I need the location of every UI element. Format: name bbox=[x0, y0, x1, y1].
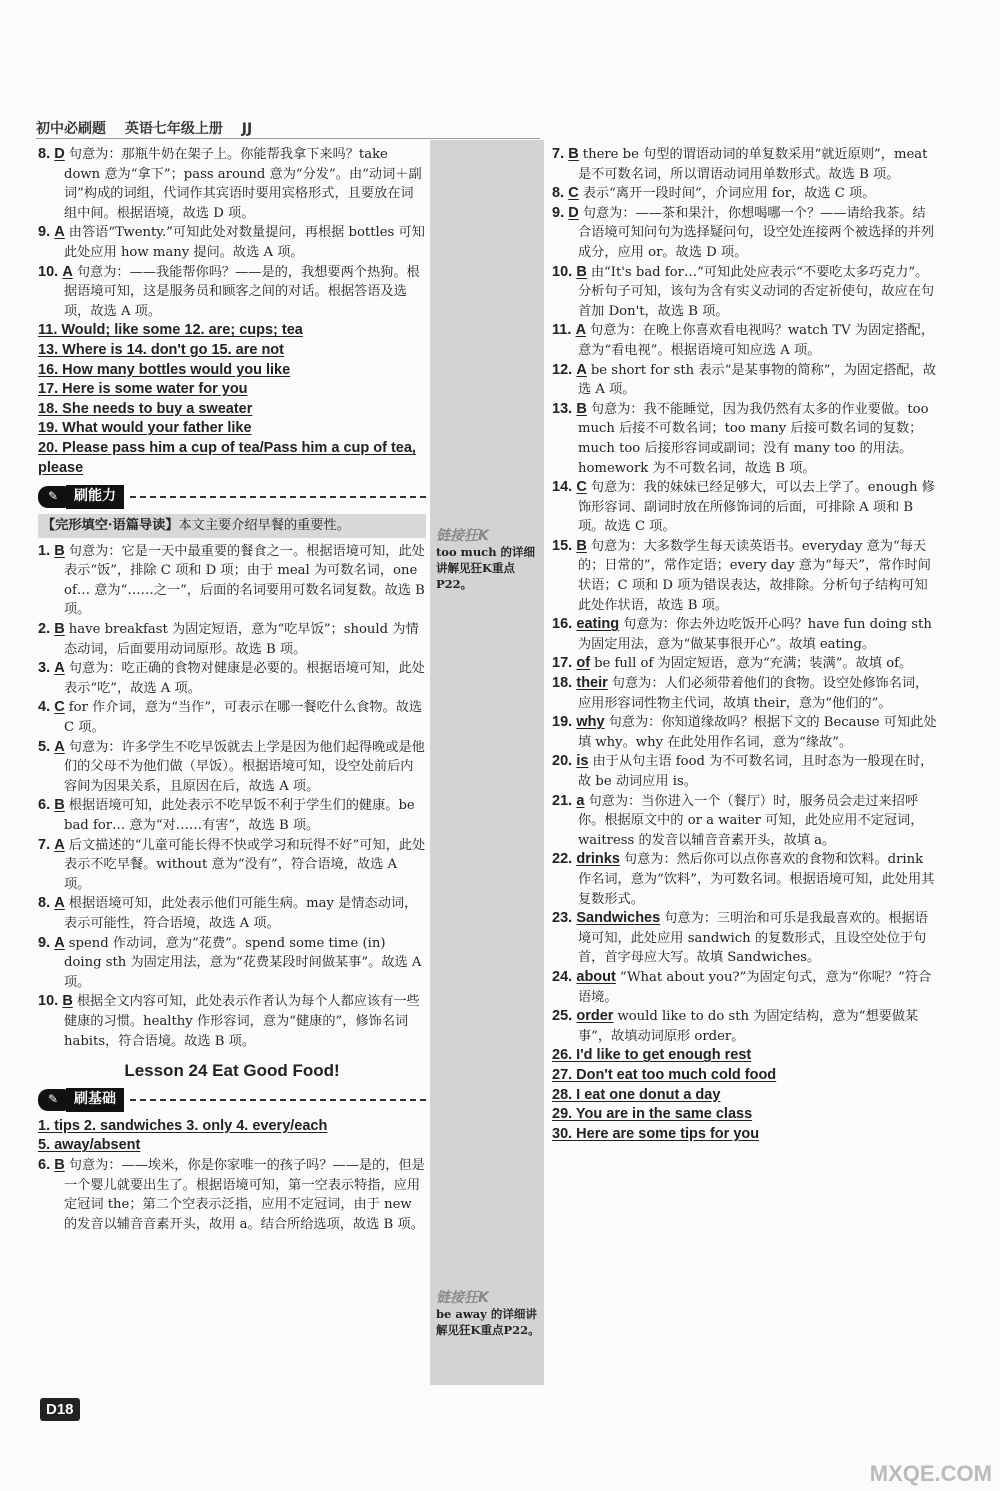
item-number: 8. bbox=[552, 185, 565, 202]
answer-key: B bbox=[54, 621, 65, 638]
item-number: 9. bbox=[38, 934, 51, 951]
item-number: 17. bbox=[552, 655, 573, 672]
answer-key: about bbox=[576, 968, 616, 985]
item-number: 1. bbox=[38, 542, 51, 559]
item-number: 7. bbox=[552, 146, 565, 162]
answer-key: A bbox=[54, 934, 65, 951]
explanation: 句意为：人们必须带着他们的食物。设空处修饰名词，应用形容词性物主代词，故填 their，意为“他们的”。 bbox=[578, 676, 929, 711]
answer-key: order bbox=[576, 1008, 614, 1025]
short-answer bbox=[38, 1136, 426, 1156]
lesson-title: Lesson 24 Eat Good Food! bbox=[124, 1061, 340, 1081]
answer-key: drinks bbox=[576, 851, 620, 868]
short-answer-list bbox=[38, 1117, 426, 1156]
passage-intro bbox=[38, 514, 426, 538]
answer-item bbox=[552, 145, 938, 184]
section-banner bbox=[38, 1087, 426, 1113]
side-note-label: 链接狂K bbox=[436, 1290, 489, 1306]
short-answer bbox=[38, 361, 426, 381]
answer-item bbox=[552, 713, 938, 752]
answer-key: B bbox=[576, 400, 587, 417]
answer-key: C bbox=[54, 699, 65, 716]
explanation: 句意为：吃正确的食物对健康是必要的。根据语境可知，此处表示“吃”，故选 A 项。 bbox=[64, 661, 425, 696]
item-number: 4. bbox=[38, 699, 51, 716]
short-answer bbox=[38, 439, 426, 478]
answer-key: D bbox=[568, 204, 579, 221]
item-number: 10. bbox=[552, 263, 573, 280]
short-answer-text: 20. Please pass him a cup of tea/Pass him a cup of tea, please bbox=[38, 439, 416, 476]
item-number: 11. bbox=[552, 322, 572, 339]
explanation: spend 作动词，意为“花费”。spend some time (in) doing sth 为固定用法，意为“花费某段时间做某事”。故选 A 项。 bbox=[64, 935, 422, 990]
answer-key: B bbox=[54, 1156, 65, 1173]
answer-key: A bbox=[54, 224, 65, 241]
right-column bbox=[552, 145, 938, 1144]
item-number: 3. bbox=[38, 660, 51, 677]
answer-item bbox=[552, 674, 938, 713]
short-answer-text: 30. Here are some tips for you bbox=[552, 1125, 760, 1142]
item-number: 6. bbox=[38, 797, 51, 814]
header-rule bbox=[36, 138, 540, 139]
answer-item bbox=[38, 542, 426, 620]
answer-item bbox=[552, 537, 938, 615]
short-answer-text: 13. Where is 14. don't go 15. are not bbox=[38, 341, 284, 358]
item-number: 23. bbox=[552, 910, 573, 927]
answer-list bbox=[38, 1156, 426, 1234]
item-number: 25. bbox=[552, 1008, 573, 1025]
watermark: MXQE.COM bbox=[869, 1461, 992, 1486]
explanation: 句意为：你去外边吃饭开心吗？have fun doing sth 为固定用法，意为“做某事很开心”。故填 eating。 bbox=[578, 617, 932, 652]
left-column bbox=[38, 145, 426, 1234]
answer-item bbox=[38, 934, 426, 993]
intro-tag: 【完形填空·语篇导读】 bbox=[42, 518, 179, 534]
explanation: 句意为：当你进入一个（餐厅）时，服务员会走过来招呼你。根据原文中的 or a waiter 可知，此处应用不定冠词，waitress 的发音以辅音音素开头，故填 a。 bbox=[578, 793, 924, 848]
explanation: 句意为：那瓶牛奶在架子上。你能帮我拿下来吗？take down 意为“拿下”；pass around 意为“分发”。由“动词＋副词”构成的词组，代词作其宾语时要用宾格形式，且要放在词组中间。根据语境，故选 D 项。 bbox=[64, 147, 422, 221]
explanation: 根据全文内容可知，此处表示作者认为每个人都应该有一些健康的习惯。healthy 作形容词，意为“健康的”，修饰名词 habits，符合语境。故选 B 项。 bbox=[64, 994, 420, 1049]
explanation: 句意为：——茶和果汁，你想喝哪一个？——请给我茶。结合语境可知问句为选择疑问句，设空处连接两个被选择的并列成分，应用 or。故选 D 项。 bbox=[578, 205, 935, 260]
item-number: 22. bbox=[552, 851, 573, 868]
answer-item bbox=[38, 738, 426, 797]
answer-key: B bbox=[576, 263, 587, 280]
item-number: 14. bbox=[552, 479, 573, 496]
short-answer-list bbox=[552, 1046, 938, 1144]
short-answer bbox=[38, 419, 426, 439]
answer-item bbox=[552, 361, 938, 400]
answer-item bbox=[38, 992, 426, 1051]
item-number: 21. bbox=[552, 792, 573, 809]
explanation: 句意为：——我能帮你吗？——是的，我想要两个热狗。根据语境可知，这是服务员和顾客之间的对话。根据答语及选项，故选 A 项。 bbox=[64, 264, 420, 319]
explanation: 句意为：它是一天中最重要的餐食之一。根据语境可知，此处表示“饭”，排除 C 项和 D 项；由于 meal 为可数名词，one of… 意为“……之一”，后面的名词要用可数名词复数。故选 B 项。 bbox=[64, 543, 425, 618]
item-number: 8. bbox=[38, 146, 51, 162]
answer-key: a bbox=[576, 792, 585, 809]
item-number: 10. bbox=[38, 993, 59, 1010]
section-title: 刷基础 bbox=[66, 1088, 124, 1112]
explanation: have breakfast 为固定短语，意为“吃早饭”；should 为情态动词，后面要用动词原形。故选 B 项。 bbox=[64, 622, 419, 657]
answer-item bbox=[552, 792, 938, 851]
edition: JJ bbox=[241, 121, 253, 137]
item-number: 9. bbox=[552, 204, 565, 221]
answer-key: A bbox=[54, 660, 65, 677]
answer-key: A bbox=[54, 836, 65, 853]
item-number: 5. bbox=[38, 738, 51, 755]
item-number: 8. bbox=[38, 895, 51, 912]
explanation: 句意为：在晚上你喜欢看电视吗？watch TV 为固定搭配，意为“看电视”。根据语境可知应选 A 项。 bbox=[578, 323, 935, 358]
short-answer bbox=[552, 1105, 938, 1125]
item-number: 19. bbox=[552, 714, 573, 731]
item-number: 7. bbox=[38, 836, 51, 853]
explanation: 句意为：——埃米，你是你家唯一的孩子吗？——是的，但是一个婴儿就要出生了。根据语境可知，第一空表示特指，应用定冠词 the；第二个空表示泛指，应用不定冠词，由于 new 的发音以辅音音素开头，故用 a。结合所给选项，故选 B 项。 bbox=[64, 1157, 425, 1232]
section-title: 刷能力 bbox=[66, 485, 124, 509]
answer-key: A bbox=[54, 738, 65, 755]
side-note bbox=[436, 1290, 544, 1338]
answer-item bbox=[552, 850, 938, 909]
answer-item bbox=[552, 654, 938, 674]
side-note-text: be away 的详细讲解见狂K重点P22。 bbox=[436, 1307, 540, 1337]
answer-item bbox=[552, 968, 938, 1007]
short-answer bbox=[38, 380, 426, 400]
answer-list bbox=[552, 145, 938, 1046]
subject-name: 英语七年级上册 bbox=[124, 121, 223, 137]
answer-item bbox=[552, 184, 938, 204]
answer-key: C bbox=[576, 479, 587, 496]
explanation: 句意为：我不能睡觉，因为我仍然有太多的作业要做。too much 后接不可数名词；too many 后接可数名词的复数；much too 后接形容词或副词；没有 many too 的用法。homework 为不可数名词，故选 B 项。 bbox=[578, 401, 929, 476]
item-number: 18. bbox=[552, 675, 573, 692]
explanation: there be 句型的谓语动词的单复数采用“就近原则”，meat 是不可数名词，所以谓语动词用单数形式。故选 B 项。 bbox=[578, 147, 928, 182]
item-number: 20. bbox=[552, 753, 573, 770]
section-banner bbox=[38, 484, 426, 510]
answer-item bbox=[552, 263, 938, 322]
answer-key: B bbox=[576, 537, 587, 554]
answer-key: A bbox=[54, 895, 65, 912]
answer-item bbox=[38, 659, 426, 698]
short-answer bbox=[552, 1066, 938, 1086]
item-number: 13. bbox=[552, 400, 573, 417]
explanation: 根据语境可知，此处表示不吃早饭不利于学生们的健康。be bad for… 意为“对……有害”，故选 B 项。 bbox=[64, 798, 415, 833]
answer-item bbox=[552, 400, 938, 478]
answer-item bbox=[38, 145, 426, 223]
cloze-answer-list bbox=[38, 542, 426, 1051]
short-answer-text: 11. Would; like some 12. are; cups; tea bbox=[38, 322, 303, 339]
short-answer-text: 19. What would your father like bbox=[38, 420, 252, 437]
answer-key: A bbox=[576, 361, 587, 378]
answer-key: their bbox=[576, 675, 608, 692]
answer-key: B bbox=[54, 797, 65, 814]
item-number: 12. bbox=[552, 361, 573, 378]
answer-key: B bbox=[54, 542, 65, 559]
answer-item bbox=[38, 620, 426, 659]
page-number: D18 bbox=[40, 1398, 80, 1421]
answer-item bbox=[38, 894, 426, 933]
short-answer bbox=[552, 1046, 938, 1066]
short-answer bbox=[38, 400, 426, 420]
pencil-icon: ✎ bbox=[38, 486, 68, 508]
answer-item bbox=[552, 1007, 938, 1046]
answer-key: B bbox=[568, 146, 579, 162]
explanation: 表示“离开一段时间”，介词应用 for，故选 C 项。 bbox=[582, 186, 876, 202]
explanation: 句意为：然后你可以点你喜欢的食物和饮料。drink 作名词，意为“饮料”，为可数名词。根据语境可知，此处用其复数形式。 bbox=[578, 852, 935, 907]
side-note bbox=[436, 528, 544, 592]
short-answer-text: 18. She needs to buy a sweater bbox=[38, 400, 253, 417]
answer-key: why bbox=[576, 714, 605, 731]
series-name: 初中必刷题 bbox=[36, 121, 106, 137]
explanation: 句意为：你知道缘故吗？根据下文的 Because 可知此处填 why。why 在此处用作名词，意为“缘故”。 bbox=[578, 715, 937, 750]
short-answer-text: 17. Here is some water for you bbox=[38, 381, 248, 398]
answer-item bbox=[552, 909, 938, 968]
explanation: “What about you?”为固定句式，意为“你呢？”符合语境。 bbox=[578, 969, 932, 1005]
side-note-label: 链接狂K bbox=[436, 528, 489, 544]
explanation: be short for sth 表示“是某事物的简称”，为固定搭配，故选 A 项。 bbox=[578, 362, 937, 398]
pencil-icon: ✎ bbox=[38, 1089, 68, 1111]
answer-key: B bbox=[62, 993, 73, 1010]
answer-key: A bbox=[62, 263, 73, 280]
answer-item bbox=[552, 478, 938, 537]
answer-key: D bbox=[54, 146, 65, 162]
explanation: 后文描述的“儿童可能长得不快或学习和玩得不好”可知，此处表示不吃早餐。without 意为“没有”，符合语境，故选 A 项。 bbox=[64, 837, 426, 892]
explanation: 由于从句主语 food 为不可数名词，且时态为一般现在时，故 be 动词应用 is。 bbox=[578, 754, 934, 789]
explanation: 由“It's bad for…”可知此处应表示“不要吃太多巧克力”。分析句子可知，该句为含有实义动词的否定祈使句，故应在句首加 Don't，故选 B 项。 bbox=[578, 264, 935, 319]
explanation: 句意为：大多数学生每天读英语书。everyday 意为“每天的；日常的”，常作定语；every day 意为“每天”，常作时间状语；C 项和 D 项为错误表达，故排除。分析句子结构可知此处作状语，故选 B 项。 bbox=[578, 538, 931, 613]
page-header bbox=[36, 118, 266, 138]
side-note-column bbox=[430, 140, 544, 1385]
short-answer-text: 29. You are in the same class bbox=[552, 1106, 753, 1123]
explanation: 由答语“Twenty.”可知此处对数量提问，再根据 bottles 可知此处应用 how many 提问。故选 A 项。 bbox=[64, 225, 425, 260]
item-number: 10. bbox=[38, 263, 59, 280]
short-answer-text: 27. Don't eat too much cold food bbox=[552, 1066, 777, 1083]
answer-item bbox=[38, 263, 426, 322]
explanation: for 作介词，意为“当作”，可表示在哪一餐吃什么食物。故选 C 项。 bbox=[64, 700, 423, 736]
answer-key: C bbox=[568, 185, 579, 202]
answer-item bbox=[552, 321, 938, 360]
answer-item bbox=[38, 796, 426, 835]
item-number: 6. bbox=[38, 1156, 51, 1173]
item-number: 2. bbox=[38, 621, 51, 638]
short-answer bbox=[38, 1117, 426, 1137]
item-number: 16. bbox=[552, 616, 573, 633]
answer-item bbox=[38, 1156, 426, 1234]
short-answer-text: 26. I'd like to get enough rest bbox=[552, 1047, 752, 1064]
answer-key: A bbox=[575, 322, 587, 339]
answer-item bbox=[38, 698, 426, 737]
answer-key: of bbox=[576, 655, 591, 672]
explanation: be full of 为固定短语，意为“充满；装满”。故填 of。 bbox=[594, 656, 913, 672]
short-answer bbox=[552, 1086, 938, 1106]
explanation: 根据语境可知，此处表示他们可能生病。may 是情态动词，表示可能性，符合语境，故选 A 项。 bbox=[64, 896, 418, 931]
answer-item bbox=[552, 204, 938, 263]
explanation: 句意为：三明治和可乐是我最喜欢的。根据语境可知，此处应用 sandwich 的复数形式，且设空处位于句首，首字母应大写。故填 Sandwiches。 bbox=[578, 911, 928, 966]
short-answer-text: 5. away/absent bbox=[38, 1137, 141, 1154]
side-note-text: too much 的详细讲解见狂K重点P22。 bbox=[436, 545, 536, 591]
short-answer-text: 16. How many bottles would you like bbox=[38, 361, 291, 378]
short-answer bbox=[552, 1125, 938, 1145]
short-answer-text: 1. tips 2. sandwiches 3. only 4. every/each bbox=[38, 1117, 328, 1134]
divider bbox=[130, 496, 426, 498]
answer-item bbox=[552, 615, 938, 654]
answer-item bbox=[38, 223, 426, 262]
answer-item bbox=[552, 752, 938, 791]
explanation: 句意为：许多学生不吃早饭就去上学是因为他们起得晚或是他们的父母不为他们做（早饭）。根据语境可知，设空处前后内容间为因果关系，且原因在后，故选 A 项。 bbox=[64, 739, 425, 794]
explanation: would like to do sth 为固定结构，意为“想要做某事”，故填动词原形 order。 bbox=[578, 1009, 919, 1044]
item-number: 24. bbox=[552, 968, 573, 985]
divider bbox=[130, 1099, 426, 1101]
answer-key: eating bbox=[576, 616, 620, 633]
item-number: 9. bbox=[38, 224, 51, 241]
item-number: 15. bbox=[552, 537, 573, 554]
answer-list bbox=[38, 145, 426, 321]
short-answer-list bbox=[38, 321, 426, 478]
intro-text: 本文主要介绍早餐的重要性。 bbox=[178, 518, 350, 534]
answer-key: is bbox=[576, 753, 589, 770]
short-answer bbox=[38, 321, 426, 341]
short-answer-text: 28. I eat one donut a day bbox=[552, 1086, 721, 1103]
short-answer bbox=[38, 341, 426, 361]
explanation: 句意为：我的妹妹已经足够大，可以去上学了。enough 修饰形容词、副词时放在所修饰词的后面，可排除 A 项和 B 项。故选 C 项。 bbox=[578, 480, 935, 535]
answer-item bbox=[38, 836, 426, 895]
answer-key: Sandwiches bbox=[576, 910, 661, 927]
